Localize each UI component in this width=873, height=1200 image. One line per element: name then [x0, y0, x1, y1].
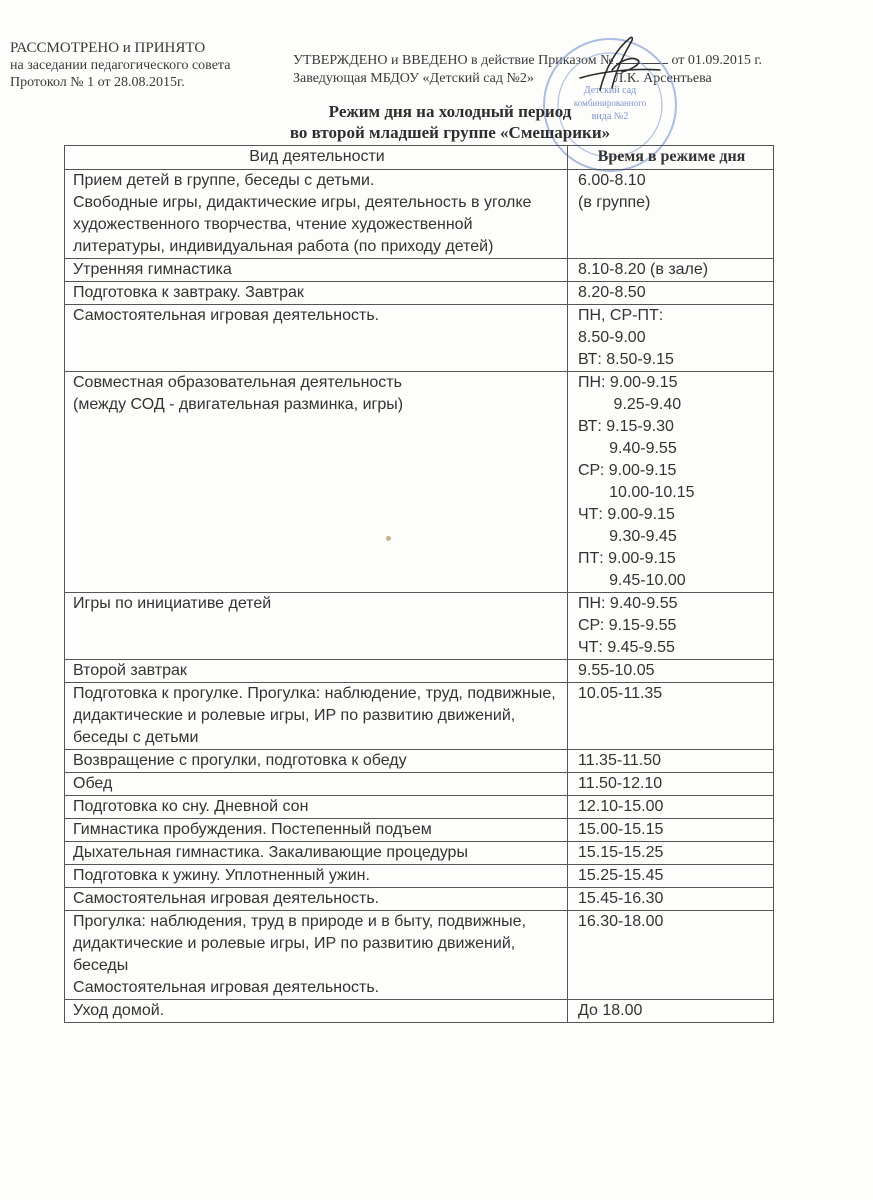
- activity-cell: [65, 683, 568, 750]
- table-header-row: [65, 146, 774, 170]
- activity-cell: [65, 911, 568, 1000]
- approval-left-line2: на заседании педагогического совета: [10, 58, 231, 73]
- time-cell: [567, 170, 773, 259]
- time-cell: [567, 842, 773, 865]
- activity-text: Прием детей в группе, беседы с детьми.: [73, 172, 375, 189]
- header-activity: Вид деятельности: [65, 146, 568, 170]
- time-text: ЧТ: 9.45-9.55: [577, 639, 675, 656]
- approval-block-right: [293, 52, 853, 88]
- time-cell: [567, 372, 773, 593]
- table-row: [65, 660, 774, 683]
- time-text: 9.45-10.00: [577, 572, 686, 589]
- activity-text: Возвращение с прогулки, подготовка к обеду: [73, 752, 407, 769]
- activity-text: Самостоятельная игровая деятельность.: [73, 307, 380, 324]
- time-text: 11.50-12.10: [577, 775, 663, 792]
- activity-cell: [65, 773, 568, 796]
- table-row: [65, 773, 774, 796]
- activity-text: Подготовка к ужину. Уплотненный ужин.: [73, 867, 370, 884]
- time-text: 8.50-9.00: [577, 329, 646, 346]
- time-text: 9.40-9.55: [577, 440, 677, 457]
- time-text: ВТ: 8.50-9.15: [577, 351, 674, 368]
- document-title: [180, 101, 720, 143]
- activity-text: Обед: [73, 775, 113, 792]
- time-text: 6.00-8.10: [577, 172, 646, 189]
- time-text: ПН: 9.40-9.55: [577, 595, 678, 612]
- time-text: 15.25-15.45: [577, 867, 664, 884]
- table-row: [65, 750, 774, 773]
- approval-right-line1b: от 01.09.2015 г.: [671, 53, 763, 68]
- approval-right-line2b: Л.К. Арсентьева: [613, 71, 712, 86]
- time-cell: [567, 282, 773, 305]
- order-number-blank: [616, 63, 668, 64]
- table-row: [65, 819, 774, 842]
- table-row: [65, 911, 774, 1000]
- approval-left-line3: Протокол № 1 от 28.08.2015г.: [10, 75, 185, 90]
- activity-text: Дыхательная гимнастика. Закаливающие процедуры: [73, 844, 468, 861]
- time-text: ВТ: 9.15-9.30: [577, 418, 674, 435]
- daily-schedule-table: [64, 145, 774, 1023]
- time-text: 8.10-8.20 (в зале): [577, 261, 709, 278]
- activity-cell: [65, 282, 568, 305]
- activity-text: Самостоятельная игровая деятельность.: [73, 890, 380, 907]
- time-text: ЧТ: 9.00-9.15: [577, 506, 675, 523]
- table-row: [65, 865, 774, 888]
- activity-text: Утренняя гимнастика: [73, 261, 232, 278]
- activity-text: Уход домой.: [73, 1002, 165, 1019]
- activity-cell: [65, 888, 568, 911]
- activity-cell: [65, 819, 568, 842]
- activity-text: Игры по инициативе детей: [73, 595, 272, 612]
- time-text: 8.20-8.50: [577, 284, 646, 301]
- header-time: Время в режиме дня: [567, 146, 773, 170]
- time-text: 10.00-10.15: [577, 484, 695, 501]
- stamp-line1: Детский сад: [583, 85, 637, 96]
- table-row: [65, 796, 774, 819]
- activity-text: Подготовка к прогулке. Прогулка: наблюдение, труд, подвижные, дидактические и ролевые игры, ИР по развитию движений, беседы с детьми: [73, 685, 556, 746]
- time-text: 16.30-18.00: [577, 913, 664, 930]
- table-row: [65, 282, 774, 305]
- scan-speck: [386, 536, 391, 541]
- time-cell: [567, 865, 773, 888]
- table-row: [65, 842, 774, 865]
- time-text: ПТ: 9.00-9.15: [577, 550, 676, 567]
- activity-text: Прогулка: наблюдения, труд в природе и в быту, подвижные, дидактические и ролевые игры, ИР по развитию движений, беседы: [73, 913, 527, 974]
- time-cell: [567, 911, 773, 1000]
- time-text: 10.05-11.35: [577, 685, 663, 702]
- activity-cell: [65, 865, 568, 888]
- table-row: [65, 683, 774, 750]
- time-text: ПН: 9.00-9.15: [577, 374, 678, 391]
- time-cell: [567, 305, 773, 372]
- table-row: [65, 259, 774, 282]
- time-text: 9.25-9.40: [577, 396, 682, 413]
- activity-cell: [65, 372, 568, 593]
- activity-text: Самостоятельная игровая деятельность.: [73, 979, 380, 996]
- time-cell: [567, 683, 773, 750]
- time-cell: [567, 819, 773, 842]
- table-row: [65, 1000, 774, 1023]
- time-cell: [567, 1000, 773, 1023]
- time-text: ПН, СР-ПТ:: [577, 307, 664, 324]
- stamp-line2: комбинированного: [573, 98, 647, 108]
- activity-cell: [65, 1000, 568, 1023]
- time-text: 15.00-15.15: [577, 821, 664, 838]
- time-cell: [567, 773, 773, 796]
- time-text: 15.45-16.30: [577, 890, 664, 907]
- time-cell: [567, 750, 773, 773]
- activity-cell: [65, 593, 568, 660]
- activity-cell: [65, 170, 568, 259]
- title-line2: во второй младшей группе «Смешарики»: [289, 123, 611, 142]
- approval-right-line1a: УТВЕРЖДЕНО и ВВЕДЕНО в действие Приказом №: [293, 53, 614, 68]
- time-cell: [567, 593, 773, 660]
- time-cell: [567, 888, 773, 911]
- activity-cell: [65, 750, 568, 773]
- time-text: 9.30-9.45: [577, 528, 677, 545]
- activity-cell: [65, 796, 568, 819]
- activity-text: Гимнастика пробуждения. Постепенный подъем: [73, 821, 432, 838]
- table-row: [65, 593, 774, 660]
- approval-block-left: [10, 40, 280, 91]
- approval-right-line2a: Заведующая МБДОУ «Детский сад №2»: [293, 71, 534, 86]
- table-row: [65, 372, 774, 593]
- activity-text: Подготовка к завтраку. Завтрак: [73, 284, 304, 301]
- activity-text: Второй завтрак: [73, 662, 187, 679]
- table-row: [65, 170, 774, 259]
- time-text: 9.55-10.05: [577, 662, 655, 679]
- activity-text: Совместная образовательная деятельность: [73, 374, 402, 391]
- activity-cell: [65, 305, 568, 372]
- activity-text: Подготовка ко сну. Дневной сон: [73, 798, 309, 815]
- time-text: 11.35-11.50: [577, 752, 662, 769]
- activity-cell: [65, 660, 568, 683]
- activity-text: Свободные игры, дидактические игры, деятельность в уголке художественного творчества, чтение художественной литературы, индивидуальная работа (по приходу детей): [73, 194, 532, 255]
- activity-cell: [65, 259, 568, 282]
- title-line1: Режим дня на холодный период: [328, 102, 572, 121]
- table-row: [65, 305, 774, 372]
- table-row: [65, 888, 774, 911]
- time-cell: [567, 259, 773, 282]
- time-text: СР: 9.15-9.55: [577, 617, 677, 634]
- approval-left-line1: РАССМОТРЕНО и ПРИНЯТО: [10, 40, 206, 56]
- activity-text: (между СОД - двигательная разминка, игры): [73, 396, 404, 413]
- time-cell: [567, 660, 773, 683]
- time-cell: [567, 796, 773, 819]
- time-text: 12.10-15.00: [577, 798, 664, 815]
- time-text: До 18.00: [577, 1002, 643, 1019]
- time-text: 15.15-15.25: [577, 844, 664, 861]
- stamp-line3: вида №2: [591, 111, 629, 122]
- time-text: (в группе): [577, 194, 651, 211]
- time-text: СР: 9.00-9.15: [577, 462, 677, 479]
- activity-cell: [65, 842, 568, 865]
